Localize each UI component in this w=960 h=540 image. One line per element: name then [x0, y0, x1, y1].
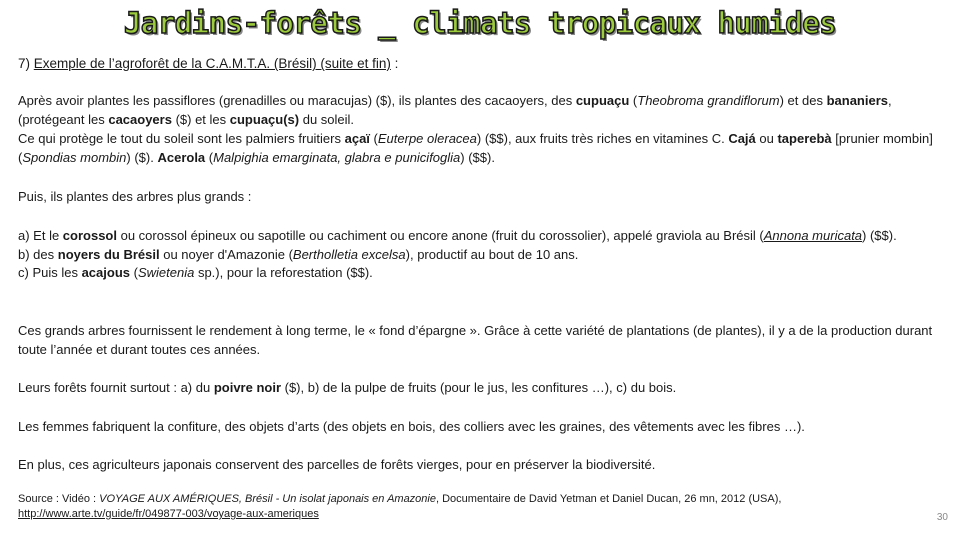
page-number: 30	[936, 512, 948, 523]
page-title: Jardins-forêts _ climats tropicaux humides	[123, 6, 837, 40]
subtitle-prefix: 7)	[18, 56, 34, 71]
subtitle-suffix: :	[390, 56, 399, 71]
text-run: ) ($$), aux fruits très riches en vitamines C.	[476, 131, 729, 146]
paragraph-8: En plus, ces agriculteurs japonais conservent des parcelles de forêts vierges, pour en préserver la biodiversité.	[18, 457, 656, 472]
text-run: ) ($).	[126, 149, 158, 165]
text-run: (	[629, 93, 638, 108]
species-name: Malpighia emarginata, glabra e punicifoglia	[213, 149, 461, 165]
paragraph-5: Ces grands arbres fournissent le rendement à long terme, le « fond d’épargne ». Grâce à cette variété de plantations (de plantes), il y a de la production durant toute l’année et durant toutes ces années.	[18, 323, 933, 357]
species-name: Spondias mombin	[22, 149, 127, 165]
bold-term: cupuaçu(s)	[229, 111, 300, 127]
text-run: ou corossol épineux ou sapotille ou cachiment ou encore anone (fruit du corossolier), appelé graviola au Brésil (	[116, 228, 764, 243]
species-name: Euterpe oleracea	[377, 131, 477, 146]
source-link[interactable]: http://www.arte.tv/guide/fr/049877-003/voyage-aux-ameriques	[18, 508, 319, 520]
species-name: Theobroma grandiflorum	[637, 93, 780, 108]
text-run: b) des	[18, 246, 58, 262]
paragraph-3: Puis, ils plantes des arbres plus grands :	[18, 189, 252, 204]
text-run: (	[130, 265, 138, 280]
text-run: ) ($$).	[460, 149, 495, 165]
paragraph-2	[18, 130, 933, 167]
text-run: (	[369, 131, 378, 146]
paragraph-4	[18, 227, 933, 283]
text-run: Ce qui protège le tout du soleil sont les palmiers fruitiers	[18, 131, 345, 146]
bold-term: cacaoyers	[108, 111, 172, 127]
bold-term: noyers du Brésil	[57, 246, 160, 262]
section-subtitle	[18, 56, 398, 71]
source-citation	[18, 492, 918, 522]
text-run: ($), b) de la pulpe de fruits (pour le jus, les confitures …), c) du bois.	[281, 380, 677, 395]
text-run: ) et des	[779, 93, 827, 108]
text-run: ou	[755, 131, 778, 146]
species-name: Annona muricata	[763, 228, 863, 243]
text-run: ) ($$).	[862, 228, 897, 243]
subtitle-main: Exemple de l’agroforêt de la C.A.M.T.A. (Brésil) (suite et fin)	[33, 56, 391, 71]
bold-term: Cajá	[728, 131, 756, 146]
bold-term: corossol	[62, 228, 117, 243]
bold-term: acajous	[81, 265, 130, 280]
species-name: Bertholletia excelsa	[292, 246, 406, 262]
bold-term: Acerola	[157, 149, 206, 165]
text-run: (	[205, 149, 214, 165]
bold-term: poivre noir	[213, 380, 282, 395]
paragraph-6	[18, 379, 933, 398]
text-run: , Documentaire de David Yetman et Daniel Ducan, 26 mn, 2012 (USA),	[435, 493, 782, 505]
text-run: Leurs forêts fournit surtout : a) du	[18, 380, 214, 395]
text-run: Source : Vidéo :	[18, 493, 100, 505]
bold-term: açaï	[344, 131, 370, 146]
species-name: Swietenia	[137, 265, 195, 280]
text-run: sp.), pour la reforestation ($$).	[194, 265, 373, 280]
text-run: ou noyer d'Amazonie (	[159, 246, 293, 262]
text-run: ($) et les	[171, 111, 230, 127]
text-run: c) Puis les	[18, 265, 82, 280]
bold-term: taperebà	[777, 131, 832, 146]
video-title: VOYAGE AUX AMÉRIQUES, Brésil - Un isolat japonais en Amazonie	[99, 493, 436, 505]
text-run: [prunier mombin] (	[18, 131, 933, 165]
paragraph-1	[18, 92, 933, 129]
bold-term: cupuaçu	[575, 93, 630, 108]
paragraph-7: Les femmes fabriquent la confiture, des objets d’arts (des objets en bois, des colliers avec les graines, des vêtements avec les fibres …).	[18, 419, 805, 434]
text-run: Après avoir plantes les passiflores (grenadilles ou maracujas) ($), ils plantes des cacaoyers, des	[18, 93, 576, 108]
bold-term: bananiers	[826, 93, 888, 108]
text-run: du soleil.	[299, 111, 355, 127]
text-run: , (protégeant les	[18, 93, 892, 127]
text-run: a) Et le	[18, 228, 63, 243]
text-run: ), productif au bout de 10 ans.	[405, 246, 579, 262]
